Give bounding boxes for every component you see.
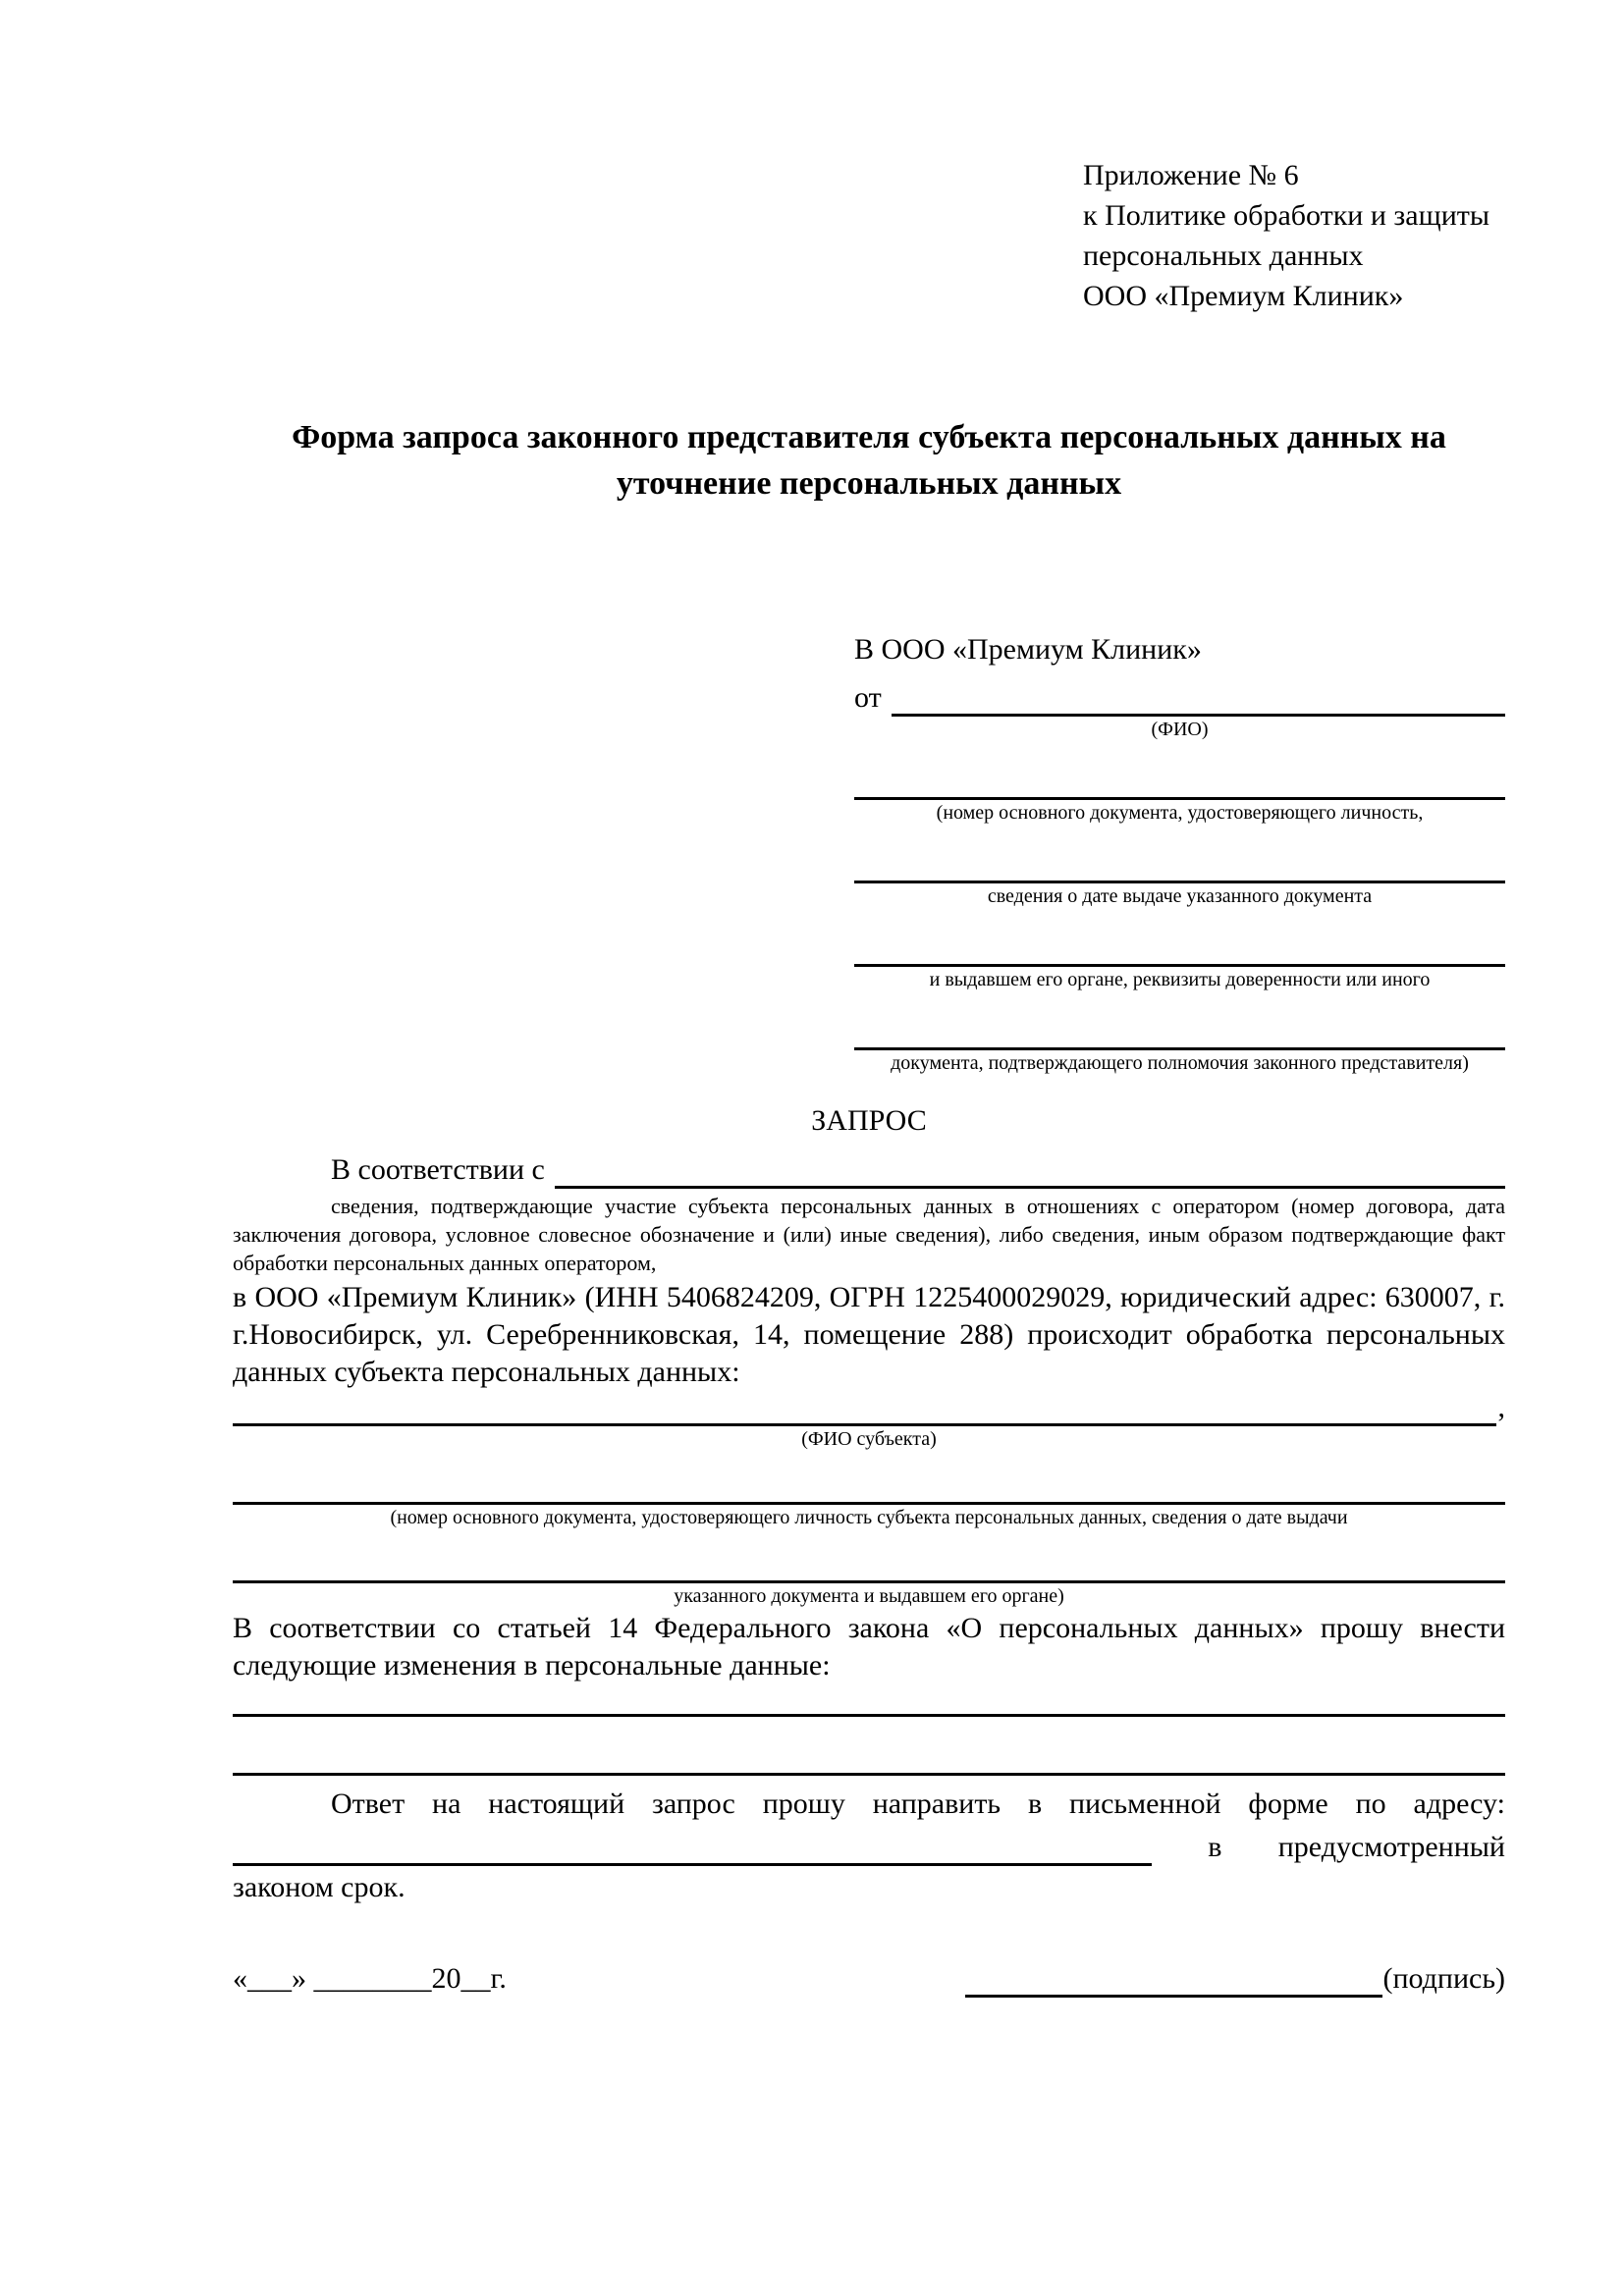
basis-label: В соответствии с: [331, 1153, 545, 1186]
answer-word-1: в: [1208, 1831, 1222, 1863]
fio-caption: (ФИО): [1151, 719, 1209, 740]
from-row: [854, 669, 1505, 717]
date-signature-row: [233, 1960, 1505, 1998]
addressee-to: В ООО «Премиум Клиник»: [854, 633, 1202, 666]
doc-caption-3: и выдавшем его органе, реквизиты доверенности или иного: [929, 969, 1431, 990]
signature-block: [965, 1960, 1505, 1998]
representative-doc-blank-line-4: [854, 993, 1505, 1050]
doc-caption-2: сведения о дате выдаче указанного документа: [987, 885, 1373, 907]
subject-doc-blank-line-2: [233, 1531, 1505, 1583]
basis-row: [233, 1146, 1505, 1189]
from-label: от: [854, 681, 882, 714]
subject-doc-blank-line-1: [233, 1453, 1505, 1505]
article-paragraph: В соответствии со статьей 14 Федерального закона «О персональных данных» прошу внести следующие изменения в персональные данные:: [233, 1612, 1505, 1682]
changes-blank-line-1: [233, 1686, 1505, 1717]
basis-note: сведения, подтверждающие участие субъекта персональных данных в отношениях с оператором (номер договора, дата заключения договора, условное словесное обозначение и (или) иные сведения), либо сведения, иным образом подтверждающие факт обработки персональных данных оператором,: [233, 1194, 1505, 1275]
representative-doc-blank-line-3: [854, 910, 1505, 967]
representative-doc-blank-line-2: [854, 827, 1505, 883]
answer-address-row: [233, 1823, 1505, 1866]
form-title: Форма запроса законного представителя субъекта персональных данных на уточнение персональных данных: [292, 419, 1446, 502]
appendix-policy-line-1: к Политике обработки и защиты: [1083, 199, 1490, 232]
basis-blank-line: [555, 1186, 1505, 1189]
doc-caption-4: документа, подтверждающего полномочия законного представителя): [891, 1052, 1469, 1074]
representative-doc-blank-line-1: [854, 743, 1505, 800]
appendix-company: ООО «Премиум Клиник»: [1083, 280, 1404, 312]
subject-comma: ,: [1497, 1391, 1505, 1423]
appendix-header: [1083, 155, 1505, 316]
answer-end: законом срок.: [233, 1871, 406, 1903]
changes-blank-line-2: [233, 1717, 1505, 1776]
subject-fio-row: [233, 1391, 1505, 1426]
subject-fio-caption: (ФИО субъекта): [801, 1428, 937, 1450]
operator-paragraph: в ООО «Премиум Клиник» (ИНН 5406824209, ОГРН 1225400029029, юридический адрес: 630007, г. г.Новосибирск, ул. Серебренниковская, 14, помещение 288) происходит обработка персональных данных субъекта персональных данных:: [233, 1281, 1505, 1388]
appendix-policy-line-2: персональных данных: [1083, 240, 1364, 272]
subject-doc-caption-1: (номер основного документа, удостоверяющего личность субъекта персональных данных, сведения о дате выдачи: [390, 1507, 1348, 1528]
addressee-block: [854, 630, 1505, 1077]
answer-paragraph: Ответ на настоящий запрос прошу направить в письменной форме по адресу:: [331, 1788, 1505, 1820]
request-heading: ЗАПРОС: [811, 1104, 927, 1137]
doc-caption-1: (номер основного документа, удостоверяющего личность,: [936, 802, 1424, 824]
signature-caption: (подпись): [1382, 1962, 1505, 1995]
date-line: «___» ________20__г.: [233, 1962, 507, 1995]
subject-doc-caption-2: указанного документа и выдавшем его органе): [674, 1585, 1064, 1607]
signature-blank-line: [965, 1961, 1382, 1998]
appendix-number: Приложение № 6: [1083, 159, 1299, 191]
answer-word-2: предусмотренный: [1277, 1831, 1505, 1863]
